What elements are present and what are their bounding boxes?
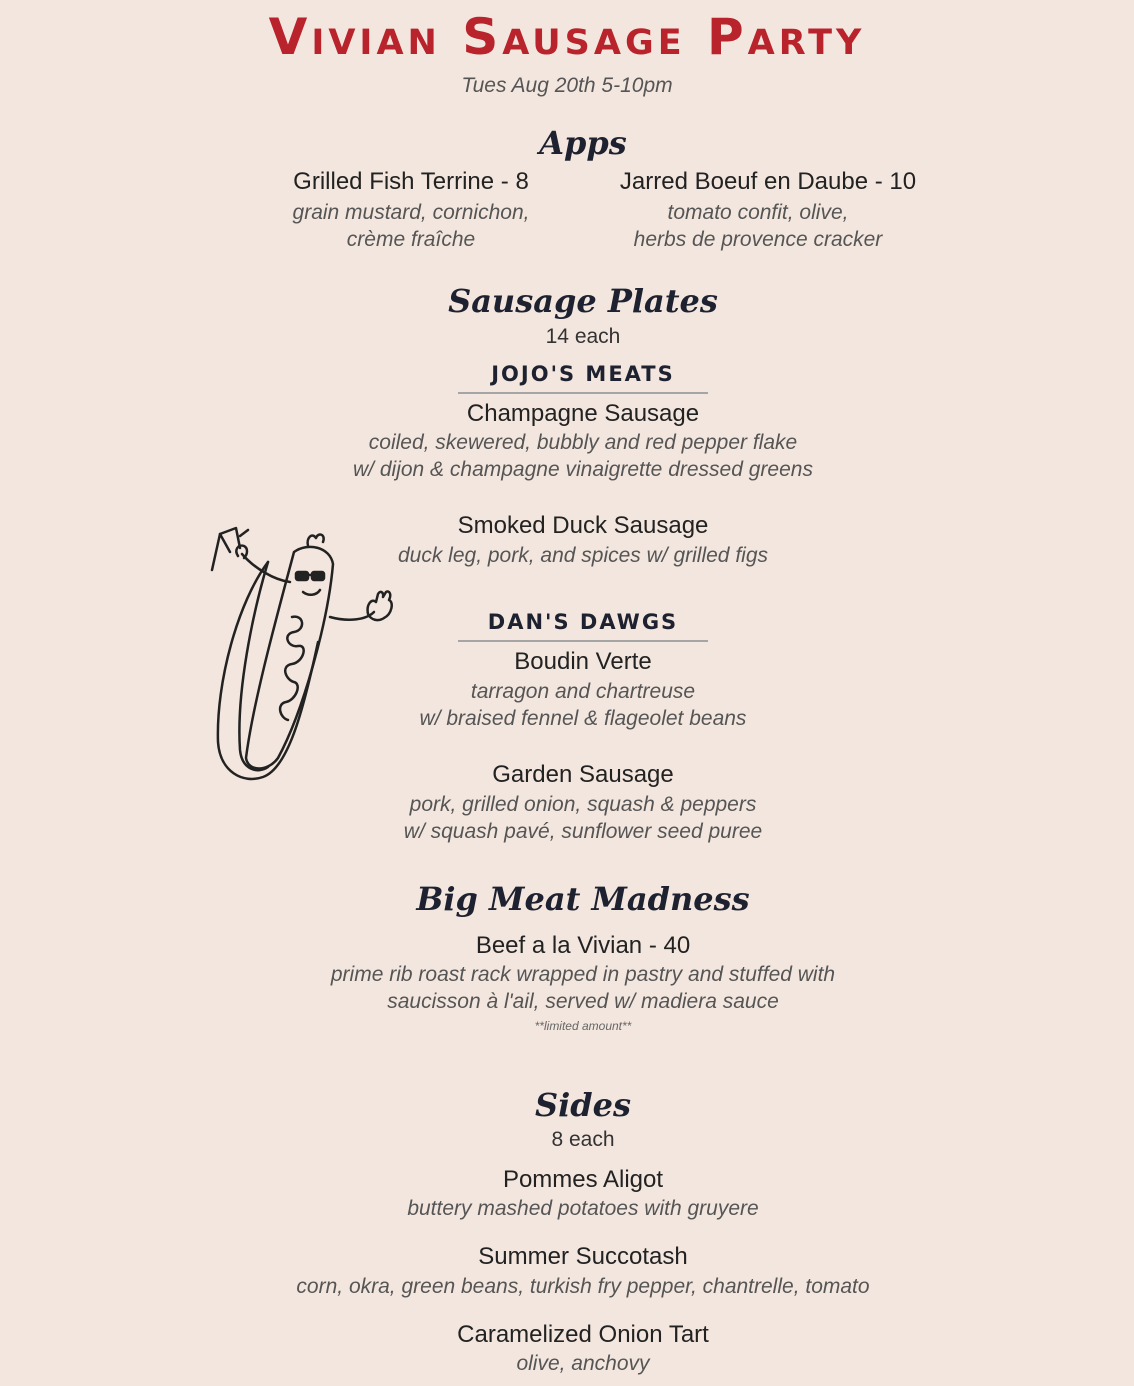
- menu-title: Vivian Sausage Party: [268, 8, 866, 66]
- big-meat-item-name: Beef a la Vivian - 40: [475, 932, 691, 959]
- sausage-item-name: Smoked Duck Sausage: [457, 512, 709, 539]
- sausage-plates-heading: Sausage Plates: [448, 282, 718, 320]
- app-item-desc: crème fraîche: [346, 228, 476, 251]
- app-item-desc: grain mustard, cornichon,: [292, 201, 530, 224]
- sides-heading: Sides: [534, 1086, 631, 1124]
- side-item-name: Caramelized Onion Tart: [457, 1321, 709, 1348]
- vendor-dans-dawgs: DAN'S DAWGS: [458, 610, 708, 642]
- sausage-item-name: Champagne Sausage: [466, 400, 700, 427]
- side-item-desc: olive, anchovy: [516, 1352, 650, 1375]
- app-item-name: Jarred Boeuf en Daube - 10: [619, 168, 917, 195]
- sausage-item-desc: duck leg, pork, and spices w/ grilled figs: [397, 544, 768, 567]
- vendor-jojos-meats: JOJO'S MEATS: [458, 362, 708, 394]
- sausage-item-desc: tarragon and chartreuse: [470, 680, 696, 703]
- sides-price: 8 each: [551, 1128, 615, 1151]
- sausage-item-desc: w/ dijon & champagne vinaigrette dressed greens: [353, 458, 813, 481]
- sausage-item-name: Garden Sausage: [492, 761, 674, 788]
- sausage-item-desc: w/ squash pavé, sunflower seed puree: [403, 820, 763, 843]
- app-item-desc: herbs de provence cracker: [633, 228, 883, 251]
- side-item-name: Summer Succotash: [478, 1243, 688, 1270]
- sausage-item-desc: pork, grilled onion, squash & peppers: [409, 793, 757, 816]
- big-meat-heading: Big Meat Madness: [416, 880, 750, 918]
- sausage-price: 14 each: [545, 325, 621, 348]
- big-meat-desc: saucisson à l'ail, served w/ madiera sauce: [387, 990, 779, 1013]
- side-item-name: Pommes Aligot: [502, 1166, 664, 1193]
- app-item-name: Grilled Fish Terrine - 8: [293, 168, 529, 195]
- side-item-desc: corn, okra, green beans, turkish fry pepper, chantrelle, tomato: [296, 1275, 870, 1298]
- event-date: Tues Aug 20th 5-10pm: [461, 74, 673, 97]
- apps-heading: Apps: [539, 124, 627, 162]
- side-item-desc: buttery mashed potatoes with gruyere: [407, 1197, 759, 1220]
- app-item-desc: tomato confit, olive,: [667, 201, 849, 224]
- sausage-item-name: Boudin Verte: [514, 648, 652, 675]
- big-meat-desc: prime rib roast rack wrapped in pastry and stuffed with: [330, 963, 836, 986]
- sausage-item-desc: w/ braised fennel & flageolet beans: [419, 707, 747, 730]
- sausage-item-desc: coiled, skewered, bubbly and red pepper flake: [368, 431, 798, 454]
- hot-dog-mascot-icon: [208, 522, 394, 788]
- limited-note: **limited amount**: [534, 1019, 632, 1033]
